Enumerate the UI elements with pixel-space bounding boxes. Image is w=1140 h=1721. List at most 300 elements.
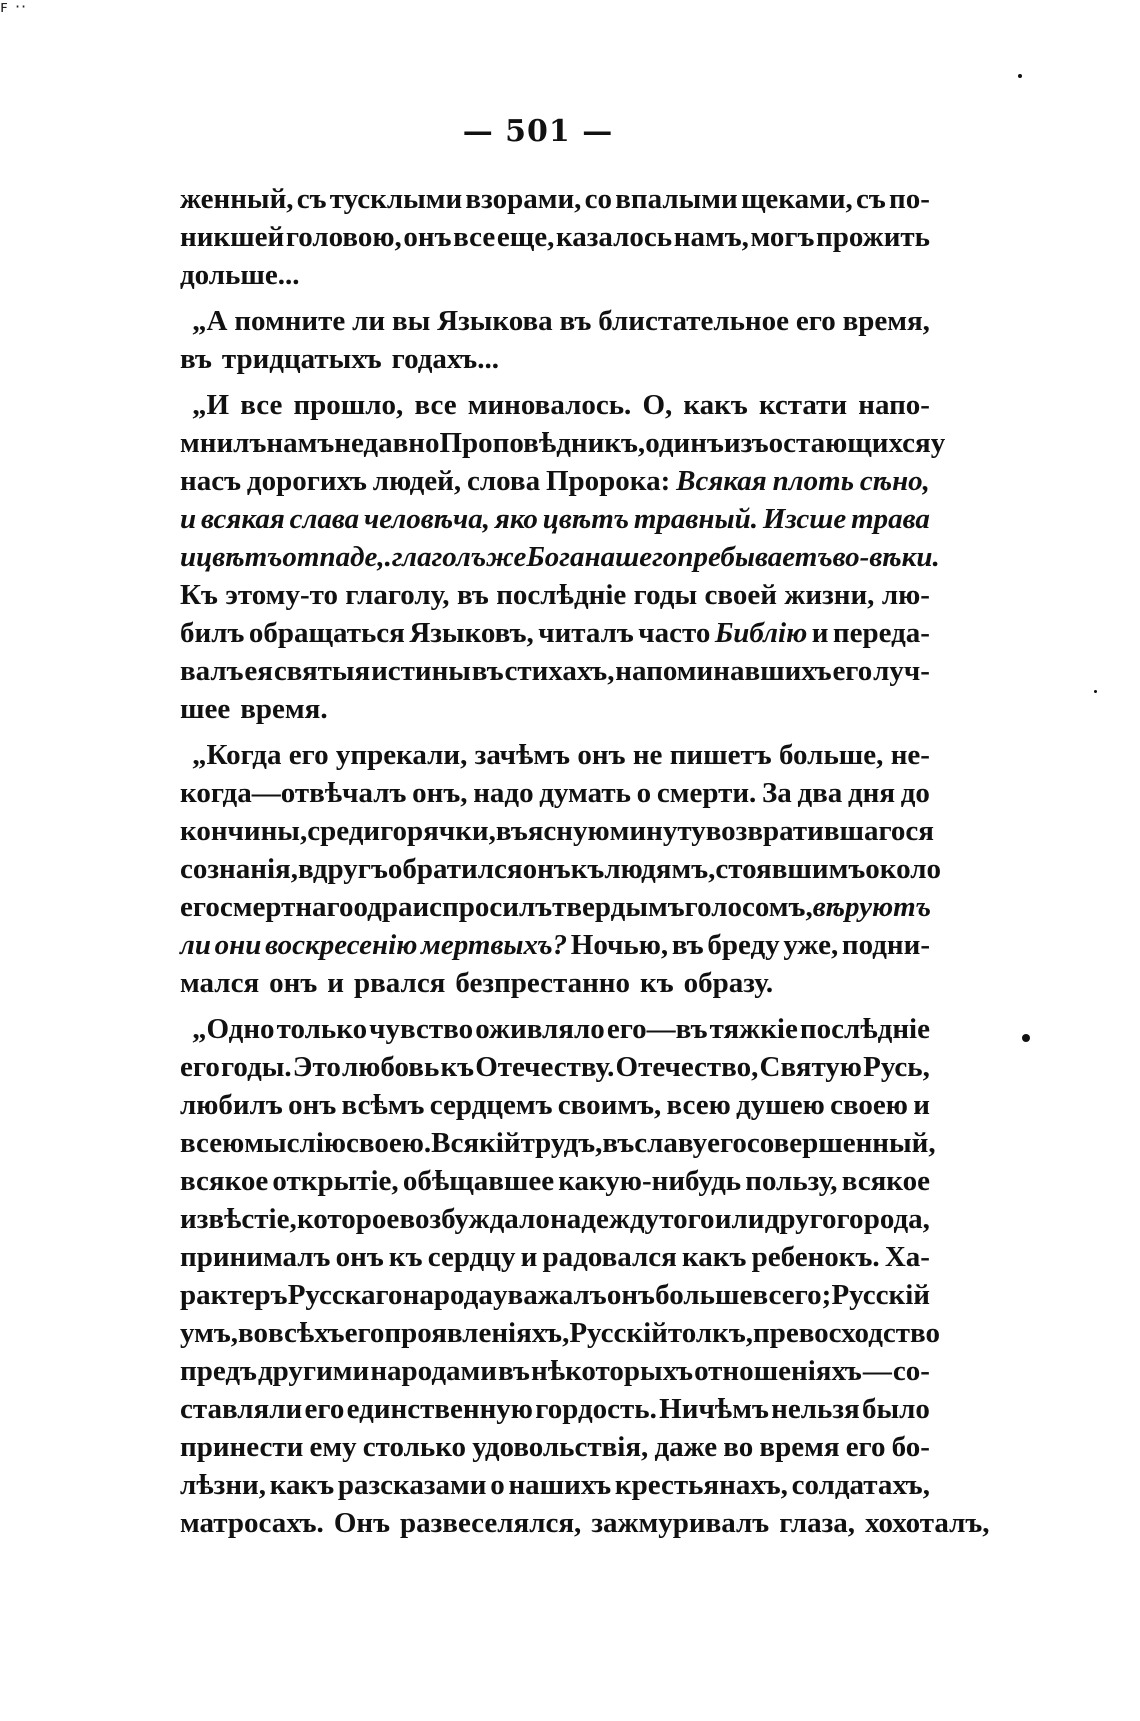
word: и xyxy=(327,967,344,999)
word: нашихъ xyxy=(508,1469,612,1501)
word: онъ xyxy=(403,221,452,253)
word: сознанія, xyxy=(180,853,298,885)
word: во xyxy=(238,1317,268,1349)
word: ли xyxy=(180,929,212,961)
text-line xyxy=(180,652,930,690)
text-line xyxy=(180,1390,930,1428)
word: О, xyxy=(642,389,673,421)
word: уже, xyxy=(783,929,839,961)
word: кончины, xyxy=(180,815,308,847)
word: душею xyxy=(736,1089,825,1121)
text-line xyxy=(180,424,946,462)
word: время, xyxy=(842,305,930,337)
word: уважалъ xyxy=(493,1279,607,1311)
word: жизни, xyxy=(784,579,875,611)
word: разсказами xyxy=(337,1469,487,1501)
text-line xyxy=(180,850,941,888)
word: только xyxy=(276,1013,368,1045)
word: — xyxy=(862,1355,892,1387)
word: прожить xyxy=(816,221,930,253)
word: въ xyxy=(495,815,528,847)
word: онъ xyxy=(606,1279,655,1311)
word: два xyxy=(797,777,843,809)
word: своимъ, xyxy=(557,1089,662,1121)
word: какъ xyxy=(269,1469,335,1501)
word: къ xyxy=(570,853,605,885)
word: дольше... xyxy=(180,259,300,291)
word: со xyxy=(584,183,613,215)
word: цвѣтъ xyxy=(542,503,630,535)
word: нашего xyxy=(584,541,678,573)
word: спросилъ xyxy=(429,891,553,923)
text-line xyxy=(180,964,930,1002)
word: своею. xyxy=(346,1127,432,1159)
word: подни- xyxy=(841,929,930,961)
word: годахъ... xyxy=(391,343,499,375)
word: они xyxy=(214,929,262,961)
word: Языкова xyxy=(437,305,553,337)
word: упрекали, xyxy=(335,739,468,771)
text-line xyxy=(180,218,930,256)
word: сердцу xyxy=(427,1241,516,1273)
paragraph xyxy=(180,180,930,294)
word: оживляло xyxy=(475,1013,605,1045)
word: шее xyxy=(180,693,231,725)
word: больше xyxy=(655,1279,753,1311)
word: когда—отвѣчалъ xyxy=(180,777,407,809)
word: людямъ, xyxy=(604,853,716,885)
text-line xyxy=(180,180,930,218)
word: и xyxy=(412,891,430,923)
word: кстати xyxy=(758,389,848,421)
word: луч- xyxy=(873,655,930,687)
text-line xyxy=(180,1276,930,1314)
word: его xyxy=(288,739,329,771)
word: народами xyxy=(370,1355,497,1387)
word: совершенный, xyxy=(746,1127,936,1159)
text-line xyxy=(180,1504,990,1542)
word: рвался xyxy=(354,967,446,999)
word: пишетъ xyxy=(669,739,772,771)
word: тусклыми xyxy=(329,183,463,215)
text-line xyxy=(180,1238,930,1276)
word: недавно xyxy=(334,427,440,459)
word: послѣдніе xyxy=(496,579,627,611)
word: въ xyxy=(180,343,212,375)
word: Всякій xyxy=(431,1127,521,1159)
word: развеселялся, xyxy=(400,1507,582,1539)
paragraph xyxy=(180,386,946,728)
word: глаголу, xyxy=(345,579,450,611)
word: въ xyxy=(602,1127,635,1159)
text-line xyxy=(180,302,930,340)
word: въ xyxy=(559,305,592,337)
word: всею xyxy=(180,1127,245,1159)
word: Отечеству. xyxy=(475,1051,615,1083)
word: Всякая xyxy=(676,465,767,497)
word: „Когда xyxy=(192,739,282,771)
word: слова xyxy=(466,465,541,497)
word: онъ xyxy=(577,739,626,771)
word: травный. xyxy=(633,503,758,535)
word: бреду xyxy=(707,929,780,961)
word: и xyxy=(811,617,829,649)
word: во xyxy=(723,1431,754,1463)
word: въ xyxy=(671,929,704,961)
word: онъ xyxy=(288,1089,337,1121)
word: мнилъ xyxy=(180,427,267,459)
word: чувство xyxy=(369,1013,474,1045)
word: лѣзни, xyxy=(180,1469,266,1501)
word: превосходство xyxy=(753,1317,940,1349)
word: не xyxy=(632,739,663,771)
word: солдатахъ, xyxy=(791,1469,930,1501)
paragraph xyxy=(180,302,930,378)
word: нельзя xyxy=(771,1393,860,1425)
word: славу xyxy=(634,1127,708,1159)
word: въ xyxy=(456,579,489,611)
word: у xyxy=(930,427,946,459)
word: глаза, xyxy=(779,1507,856,1539)
word: часто xyxy=(638,617,711,649)
word: его xyxy=(180,1051,220,1083)
word: валъ xyxy=(180,655,244,687)
word: гордость. xyxy=(535,1393,657,1425)
word: принималъ xyxy=(180,1241,331,1273)
word: къ xyxy=(440,1051,475,1083)
word: рода, xyxy=(863,1203,930,1235)
text-line xyxy=(180,812,934,850)
text-line xyxy=(180,256,930,294)
word: годы. xyxy=(220,1051,292,1083)
word: все xyxy=(240,389,283,421)
word: Ха- xyxy=(884,1241,930,1273)
word: никшей xyxy=(180,221,285,253)
paragraph xyxy=(180,736,941,1002)
text-line xyxy=(180,774,930,812)
word: ясную xyxy=(527,815,610,847)
word: съ xyxy=(856,183,886,215)
word: любовь xyxy=(341,1051,440,1083)
word: всего; xyxy=(752,1279,832,1311)
word: онъ xyxy=(335,1241,384,1273)
word: голосомъ, xyxy=(684,891,813,923)
word: переда- xyxy=(832,617,930,649)
word: извѣстіе, xyxy=(180,1203,297,1235)
word: пребываетъ xyxy=(677,541,833,573)
word: намъ xyxy=(266,427,335,459)
text-line xyxy=(180,500,930,538)
corner-mark: ꜰ ·· xyxy=(0,0,28,16)
word: стоявшимъ xyxy=(715,853,866,885)
text-line xyxy=(180,690,930,728)
word: отношеніяхъ xyxy=(694,1355,862,1387)
text-line xyxy=(180,1428,930,1466)
word: какъ xyxy=(683,389,748,421)
word: думать xyxy=(539,777,631,809)
word: могъ xyxy=(750,221,815,253)
word: ли xyxy=(352,305,386,337)
word: всякое xyxy=(180,1165,269,1197)
word: плоть xyxy=(772,465,854,497)
word: его xyxy=(795,305,836,337)
word: время. xyxy=(240,693,328,725)
word: безпрестанно xyxy=(455,967,630,999)
word: смерти. xyxy=(656,777,757,809)
word: сердцемъ xyxy=(429,1089,553,1121)
word: своею xyxy=(830,1089,908,1121)
text-line xyxy=(180,1162,930,1200)
ink-speck xyxy=(1022,1034,1030,1042)
word: твердымъ xyxy=(552,891,685,923)
word: какъ xyxy=(682,1241,747,1273)
word: „И xyxy=(192,389,230,421)
paragraph xyxy=(180,1010,990,1542)
word: За xyxy=(761,777,792,809)
word: крестьянахъ, xyxy=(614,1469,788,1501)
word: напо- xyxy=(858,389,930,421)
word: цвѣтъ xyxy=(196,541,283,573)
word: послѣдніе xyxy=(799,1013,930,1045)
text-line xyxy=(180,1124,936,1162)
word: тридцатыхъ xyxy=(221,343,382,375)
word: одинъ xyxy=(645,427,724,459)
word: воскресенію xyxy=(265,929,418,961)
word: Онъ xyxy=(333,1507,390,1539)
word: читалъ xyxy=(538,617,634,649)
word: истины xyxy=(371,655,471,687)
word: мыслію xyxy=(244,1127,347,1159)
word: ея xyxy=(244,655,273,687)
word: лю- xyxy=(881,579,930,611)
word: единственную xyxy=(346,1393,533,1425)
word: остающихся xyxy=(768,427,931,459)
text-line xyxy=(180,1352,930,1390)
word: всякая xyxy=(200,503,285,535)
text-line xyxy=(180,576,930,614)
word: нѣкоторыхъ xyxy=(530,1355,693,1387)
word: зачѣмъ xyxy=(474,739,571,771)
word: глаголъ xyxy=(391,541,487,573)
word: всѣхъ xyxy=(268,1317,345,1349)
word: и xyxy=(913,1089,930,1121)
word: человѣча, xyxy=(364,503,491,535)
word: его—въ xyxy=(606,1013,708,1045)
word: время xyxy=(759,1431,840,1463)
word: впалыми xyxy=(615,183,738,215)
word: помните xyxy=(234,305,346,337)
word: ставляли xyxy=(180,1393,303,1425)
word: людей, xyxy=(372,465,462,497)
word: дня xyxy=(848,777,896,809)
word: Къ xyxy=(180,579,218,611)
word: Русскій xyxy=(569,1317,668,1349)
word: насъ xyxy=(180,465,241,497)
word: къ xyxy=(388,1241,423,1273)
word: все xyxy=(453,221,496,253)
word: Пророка: xyxy=(545,465,671,497)
word: изъ xyxy=(723,427,769,459)
word: онъ xyxy=(522,853,571,885)
word: о xyxy=(490,1469,505,1501)
word: женный, xyxy=(180,183,294,215)
word: Ночью, xyxy=(570,929,669,961)
word: билъ xyxy=(180,617,245,649)
word: горячки, xyxy=(380,815,496,847)
word: его xyxy=(845,1431,886,1463)
word: вдругъ xyxy=(297,853,388,885)
word: обращаться xyxy=(248,617,405,649)
word: того xyxy=(659,1203,715,1235)
word: Отечество, xyxy=(615,1051,759,1083)
word: его xyxy=(707,1127,747,1159)
word: Бога xyxy=(526,541,585,573)
word: же xyxy=(486,541,527,573)
word: открытіе, xyxy=(272,1165,399,1197)
word: радовался xyxy=(542,1241,677,1273)
word: или xyxy=(714,1203,765,1235)
word: смертнаго xyxy=(219,891,354,923)
word: Русь, xyxy=(863,1051,930,1083)
word: любилъ xyxy=(180,1089,283,1121)
word: удовольствія, xyxy=(472,1431,649,1463)
body-text xyxy=(180,180,990,1542)
word: во-вѣки. xyxy=(832,541,940,573)
text-line xyxy=(180,1314,940,1352)
word: минуту xyxy=(609,815,706,847)
word: яко xyxy=(494,503,538,535)
word: всею xyxy=(666,1089,731,1121)
word: прошло, xyxy=(293,389,404,421)
word: по- xyxy=(889,183,930,215)
word: толкъ, xyxy=(667,1317,753,1349)
page-number: — 501 — xyxy=(462,114,614,149)
text-line xyxy=(180,340,930,378)
word: образу. xyxy=(683,967,774,999)
text-line xyxy=(180,538,940,576)
word: тяжкіе xyxy=(709,1013,798,1045)
word: напоминавшихъ xyxy=(615,655,832,687)
word: намъ, xyxy=(673,221,749,253)
word: и xyxy=(520,1241,538,1273)
word: было xyxy=(862,1393,930,1425)
word: его xyxy=(304,1393,345,1425)
word: столько xyxy=(362,1431,467,1463)
word: умъ, xyxy=(180,1317,239,1349)
word: бо- xyxy=(891,1431,930,1463)
word: еще, xyxy=(496,221,555,253)
word: трава xyxy=(851,503,930,535)
text-line xyxy=(180,1200,930,1238)
word: Изсше xyxy=(762,503,847,535)
word: надежду xyxy=(550,1203,660,1235)
ink-speck xyxy=(1018,74,1022,78)
word: до xyxy=(900,777,930,809)
text-line xyxy=(180,1086,930,1124)
word: этому-то xyxy=(225,579,338,611)
word: рактеръ xyxy=(180,1279,288,1311)
word: Русскій xyxy=(831,1279,930,1311)
word: всѣмъ xyxy=(341,1089,425,1121)
word: блистательное xyxy=(598,305,790,337)
ink-speck xyxy=(1094,690,1097,693)
word: проявленіяхъ, xyxy=(384,1317,570,1349)
word: и xyxy=(180,503,197,535)
word: головою, xyxy=(285,221,402,253)
word: обѣщавшее xyxy=(402,1165,555,1197)
word: Проповѣдникъ, xyxy=(439,427,646,459)
word: всякое xyxy=(841,1165,930,1197)
word: его xyxy=(832,655,873,687)
word: все xyxy=(414,389,457,421)
word: вы xyxy=(391,305,431,337)
text-line xyxy=(180,888,930,926)
word: мался xyxy=(180,967,260,999)
word: его xyxy=(180,891,220,923)
word: къ xyxy=(640,967,674,999)
word: которое xyxy=(296,1203,400,1235)
text-line xyxy=(180,462,930,500)
word: Русскаго xyxy=(287,1279,403,1311)
word: дорогихъ xyxy=(246,465,367,497)
word: одра xyxy=(353,891,413,923)
text-line xyxy=(180,386,930,424)
word: „А xyxy=(192,305,228,337)
word: отпаде,. xyxy=(282,541,392,573)
word: о xyxy=(636,777,652,809)
word: предъ xyxy=(180,1355,257,1387)
word: даже xyxy=(654,1431,718,1463)
word: Ничѣмъ xyxy=(659,1393,769,1425)
word: „Одно xyxy=(192,1013,275,1045)
word: какую-нибудь xyxy=(558,1165,742,1197)
word: надо xyxy=(473,777,534,809)
word: съ xyxy=(296,183,327,215)
word: народа xyxy=(402,1279,493,1311)
word: матросахъ. xyxy=(180,1507,324,1539)
text-line xyxy=(180,926,930,964)
word: его xyxy=(344,1317,385,1349)
word: хохоталъ, xyxy=(865,1507,990,1539)
word: щеками, xyxy=(740,183,853,215)
word: около xyxy=(865,853,941,885)
word: среди xyxy=(307,815,381,847)
word: въ xyxy=(498,1355,530,1387)
word: другими xyxy=(257,1355,370,1387)
word: пользу, xyxy=(745,1165,838,1197)
word: Библію xyxy=(714,617,808,649)
word: въ xyxy=(471,655,504,687)
word: зажмуривалъ xyxy=(591,1507,770,1539)
text-line xyxy=(180,1048,930,1086)
word: Языковъ, xyxy=(409,617,534,649)
word: со- xyxy=(892,1355,930,1387)
word: ему xyxy=(309,1431,357,1463)
word: миновалось. xyxy=(467,389,632,421)
word: трудъ, xyxy=(520,1127,603,1159)
word: Это xyxy=(292,1051,341,1083)
word: и xyxy=(180,541,197,573)
text-line xyxy=(180,736,930,774)
word: онъ xyxy=(269,967,318,999)
word: принести xyxy=(180,1431,304,1463)
word: вѣруютъ xyxy=(812,891,932,923)
word: обратился xyxy=(387,853,523,885)
word: онъ, xyxy=(412,777,468,809)
word: больше, xyxy=(778,739,884,771)
word: святыя xyxy=(273,655,371,687)
word: своей xyxy=(704,579,777,611)
